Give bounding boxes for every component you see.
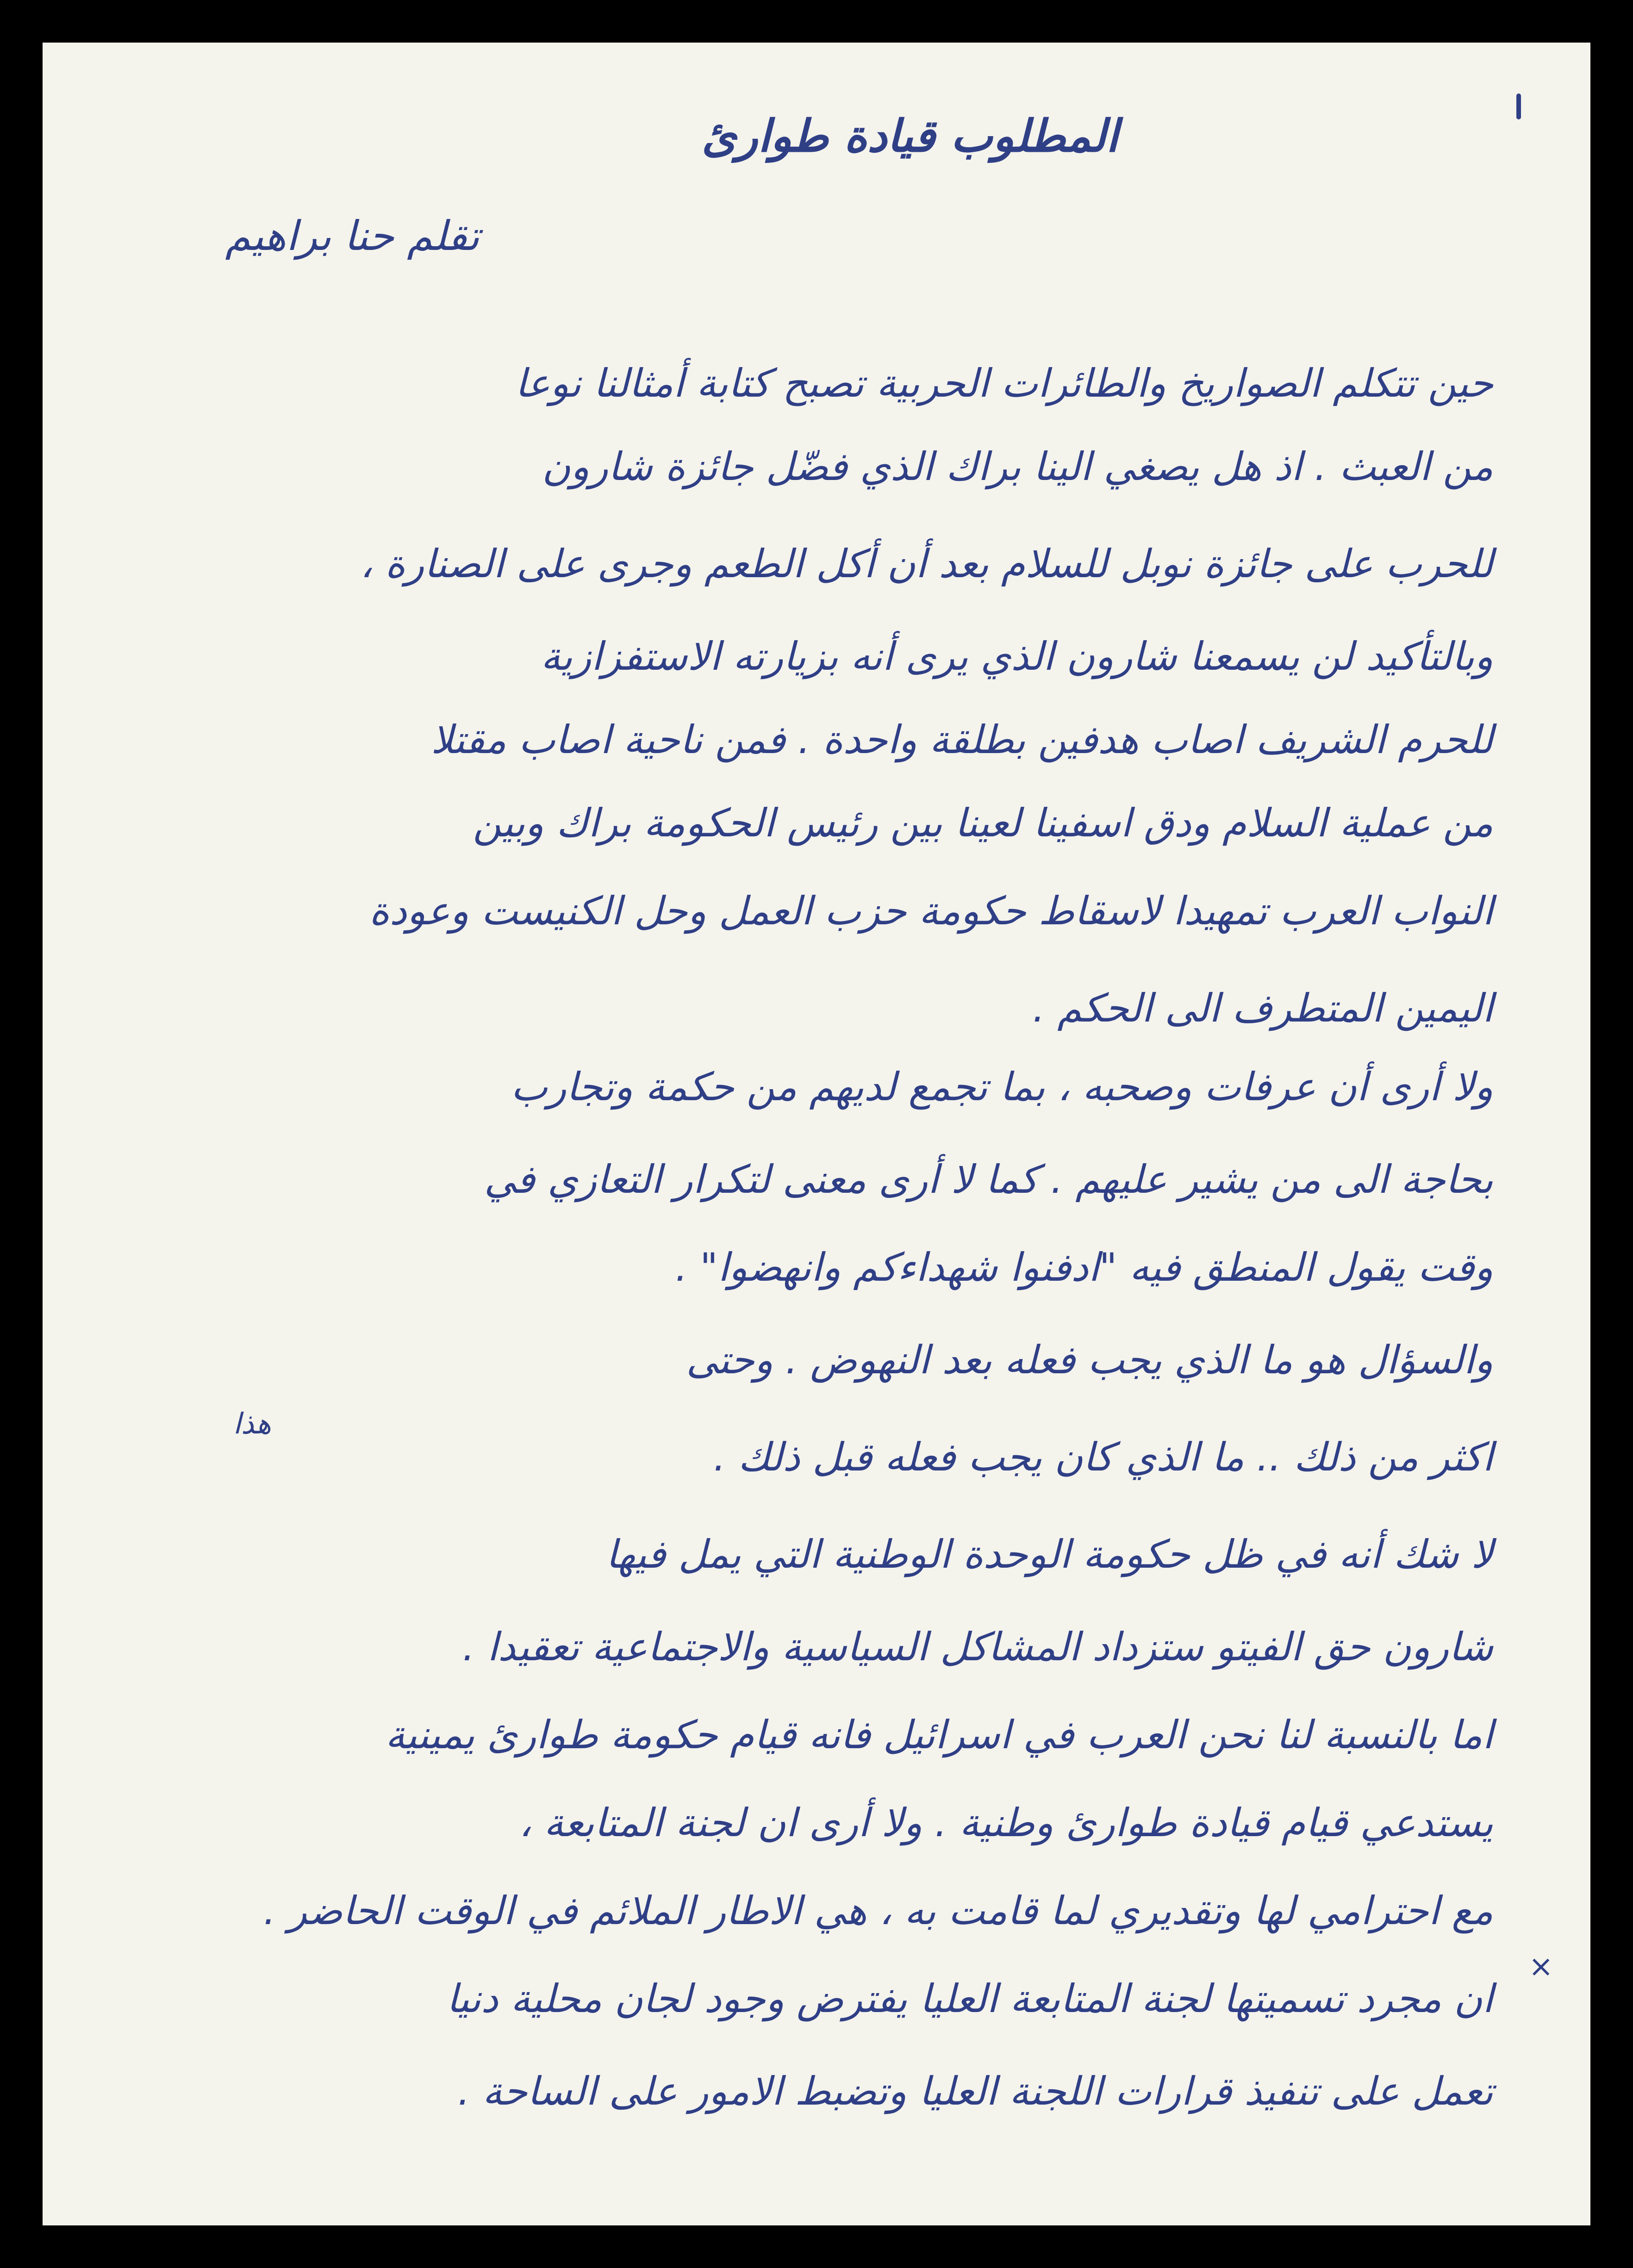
text-line-6: من عملية السلام ودق اسفينا لعينا بين رئيس الحكومة براك وبين <box>473 800 1493 846</box>
text-line-10: بحاجة الى من يشير عليهم . كما لا أرى معنى لتكرار التعازي في <box>484 1157 1493 1202</box>
text-line-5: للحرم الشريف اصاب هدفين بطلقة واحدة . فمن ناحية اصاب مقتلا <box>430 717 1493 762</box>
text-line-16: اما بالنسبة لنا نحن العرب في اسرائيل فانه قيام حكومة طوارئ يمينية <box>385 1712 1493 1757</box>
text-line-20: تعمل على تنفيذ قرارات اللجنة العليا وتضبط الامور على الساحة . <box>457 2069 1493 2114</box>
edge-mark <box>1516 93 1521 119</box>
text-line-2: من العبث . اذ هل يصغي الينا براك الذي فضّل جائزة شارون <box>542 444 1493 489</box>
text-line-9: ولا أرى أن عرفات وصحبه ، بما تجمع لديهم من حكمة وتجارب <box>511 1064 1493 1109</box>
text-line-15: شارون حق الفيتو ستزداد المشاكل السياسية والاجتماعية تعقيدا . <box>462 1624 1493 1670</box>
text-line-3: للحرب على جائزة نوبل للسلام بعد أن أكل الطعم وجرى على الصنارة ، <box>360 541 1493 586</box>
page-title: المطلوب قيادة طوارئ <box>701 110 1118 162</box>
text-line-19: ان مجرد تسميتها لجنة المتابعة العليا يفترض وجود لجان محلية دنيا <box>446 1976 1493 2021</box>
margin-x-mark: × <box>1528 1950 1553 1984</box>
text-line-7: النواب العرب تمهيدا لاسقاط حكومة حزب العمل وحل الكنيست وعودة <box>369 888 1493 934</box>
text-line-13: اكثر من ذلك .. ما الذي كان يجب فعله قبل ذلك . <box>713 1434 1493 1480</box>
text-line-12: والسؤال هو ما الذي يجب فعله بعد النهوض . وحتى <box>686 1337 1493 1383</box>
text-line-11: وقت يقول المنطق فيه "ادفنوا شهداءكم وانهضوا" . <box>675 1245 1493 1290</box>
text-line-4: وبالتأكيد لن يسمعنا شارون الذي يرى أنه بزيارته الاستفزازية <box>541 634 1493 679</box>
text-line-14: لا شك أنه في ظل حكومة الوحدة الوطنية التي يمل فيها <box>605 1532 1493 1577</box>
text-line-8: اليمين المتطرف الى الحكم . <box>1032 985 1493 1031</box>
text-line-1: حين تتكلم الصواريخ والطائرات الحربية تصبح كتابة أمثالنا نوعا <box>515 361 1493 406</box>
text-line-17: يستدعي قيام قيادة طوارئ وطنية . ولا أرى ان لجنة المتابعة ، <box>519 1800 1493 1845</box>
text-line-18: مع احترامي لها وتقديري لما قامت به ، هي الاطار الملائم في الوقت الحاضر . <box>263 1888 1493 1933</box>
interlinear-insertion: هذا <box>233 1407 271 1440</box>
letter-page <box>43 43 1590 2225</box>
author-byline: تقلم حنا براهيم <box>225 212 480 260</box>
